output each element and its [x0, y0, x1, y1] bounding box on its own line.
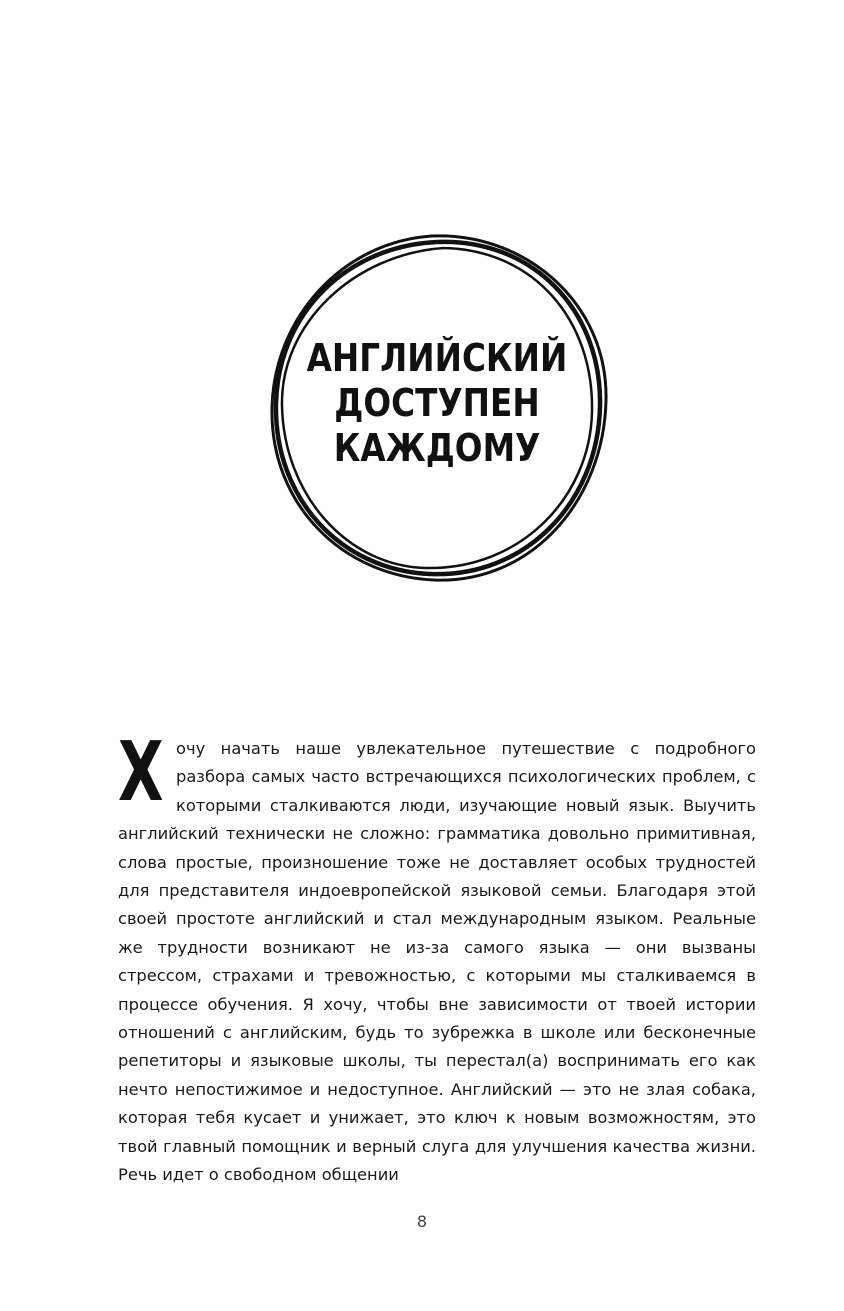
- chapter-title: [287, 336, 588, 471]
- chapter-title-circle: [262, 228, 612, 588]
- chapter-title-line-2: ДОСТУПЕН: [334, 381, 540, 425]
- chapter-title-line-3: КАЖДОМУ: [333, 426, 541, 470]
- page-number: 8: [416, 1212, 428, 1231]
- body-text: очу начать наше увлекательное путешествие с подробного разбора самых часто встречающихся психологических проблем, с которыми сталкиваются люди, изучающие новый язык. Выучить английский технически не сложно: грамматика довольно примитивная, слова простые, произношение тоже не доставляет особых трудностей для представителя индоевропейской языковой семьи. Благодаря этой своей простоте английский и стал международным языком. Реальные же трудности возникают не из-за самого языка — они вызваны стрессом, страхами и тревожностью, с которыми мы сталкиваемся в процессе обучения. Я хочу, чтобы вне зависимости от твоей истории отношений с английским, будь то зубрежка в школе или бесконечные репетиторы и языковые школы, ты перестал(а) воспринимать его как нечто непостижимое и недоступное. Английский — это не злая собака, которая тебя кусает и унижает, это ключ к новым возможностям, это твой главный помощник и верный слуга для улучшения качества жизни. Речь идет о свободном общении: [118, 739, 756, 1185]
- drop-cap: Х: [118, 725, 164, 820]
- chapter-title-line-1: АНГЛИЙСКИЙ: [306, 336, 568, 380]
- body-paragraph: [118, 725, 756, 1190]
